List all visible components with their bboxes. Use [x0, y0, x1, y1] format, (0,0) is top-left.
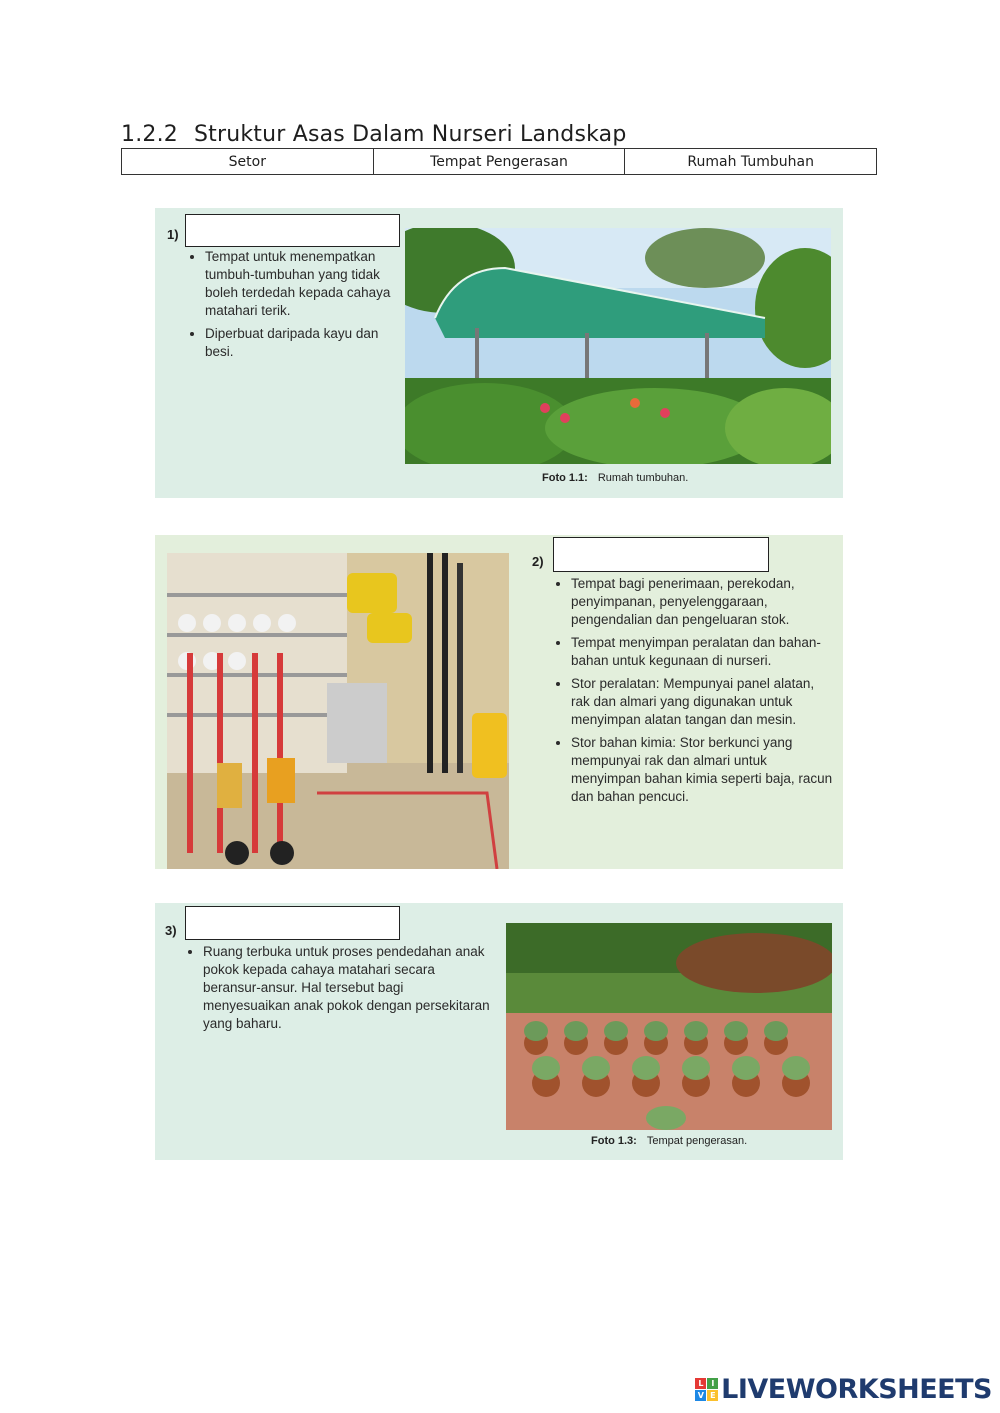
answer-box-2[interactable]	[553, 537, 769, 572]
photo-hardening-area	[506, 923, 832, 1130]
caption-label: Foto 1.3:	[591, 1135, 637, 1147]
answer-box-3[interactable]	[185, 906, 400, 940]
panel-2	[155, 535, 843, 869]
panel-1	[155, 208, 843, 498]
word-bank-option-setor[interactable]: Setor	[122, 149, 374, 174]
photo-store	[167, 553, 509, 869]
photo-caption-3	[591, 1135, 747, 1147]
bullet-list-1	[187, 248, 405, 366]
section-heading: Struktur Asas Dalam Nurseri Landskap	[193, 122, 627, 147]
liveworksheets-logo-icon: L I V E	[695, 1378, 718, 1401]
section-number: 1.2.2	[121, 122, 178, 147]
page-title	[121, 122, 627, 147]
bullet-list-2	[553, 575, 833, 811]
panel-3	[155, 903, 843, 1160]
word-bank	[121, 148, 877, 175]
bullet: • Tempat untuk menempatkan tumbuh-tumbuhan yang tidak boleh terdedah kepada cahaya matahari terik.	[205, 248, 405, 320]
liveworksheets-logo	[695, 1374, 992, 1405]
liveworksheets-logo-text: LIVEWORKSHEETS	[721, 1374, 992, 1405]
word-bank-option-rumah-tumbuhan[interactable]: Rumah Tumbuhan	[687, 153, 814, 170]
caption-label: Foto 1.1:	[542, 472, 588, 484]
answer-box-1[interactable]	[185, 214, 400, 247]
bullet: • Stor bahan kimia: Stor berkunci yang mempunyai rak dan almari untuk menyimpan bahan kimia seperti baja, racun dan bahan pencuci.	[571, 734, 833, 806]
bullet: • Tempat bagi penerimaan, perekodan, penyimpanan, penyelenggaraan, pengendalian dan pengeluaran stok.	[571, 575, 833, 629]
bullet-list-3	[185, 943, 493, 1038]
word-bank-option-tempat-pengerasan[interactable]: Tempat Pengerasan	[374, 149, 626, 174]
bullet: • Stor peralatan: Mempunyai panel alatan, rak dan almari yang digunakan untuk menyimpan alatan tangan dan mesin.	[571, 675, 833, 729]
bullet: • Ruang terbuka untuk proses pendedahan anak pokok kepada cahaya matahari secara beransur-ansur. Hal tersebut bagi menyesuaikan anak pokok dengan persekitaran yang baharu.	[203, 943, 493, 1033]
bullet: • Diperbuat daripada kayu dan besi.	[205, 325, 405, 361]
caption-text: Tempat pengerasan.	[646, 1135, 748, 1147]
photo-greenhouse	[405, 228, 831, 464]
item-number-1: 1)	[167, 227, 179, 242]
item-number-3: 3)	[165, 923, 177, 938]
photo-caption-1	[542, 472, 688, 484]
bullet: • Tempat menyimpan peralatan dan bahan-bahan untuk kegunaan di nurseri.	[571, 634, 833, 670]
caption-text: Rumah tumbuhan.	[597, 472, 689, 484]
item-number-2: 2)	[532, 554, 544, 569]
